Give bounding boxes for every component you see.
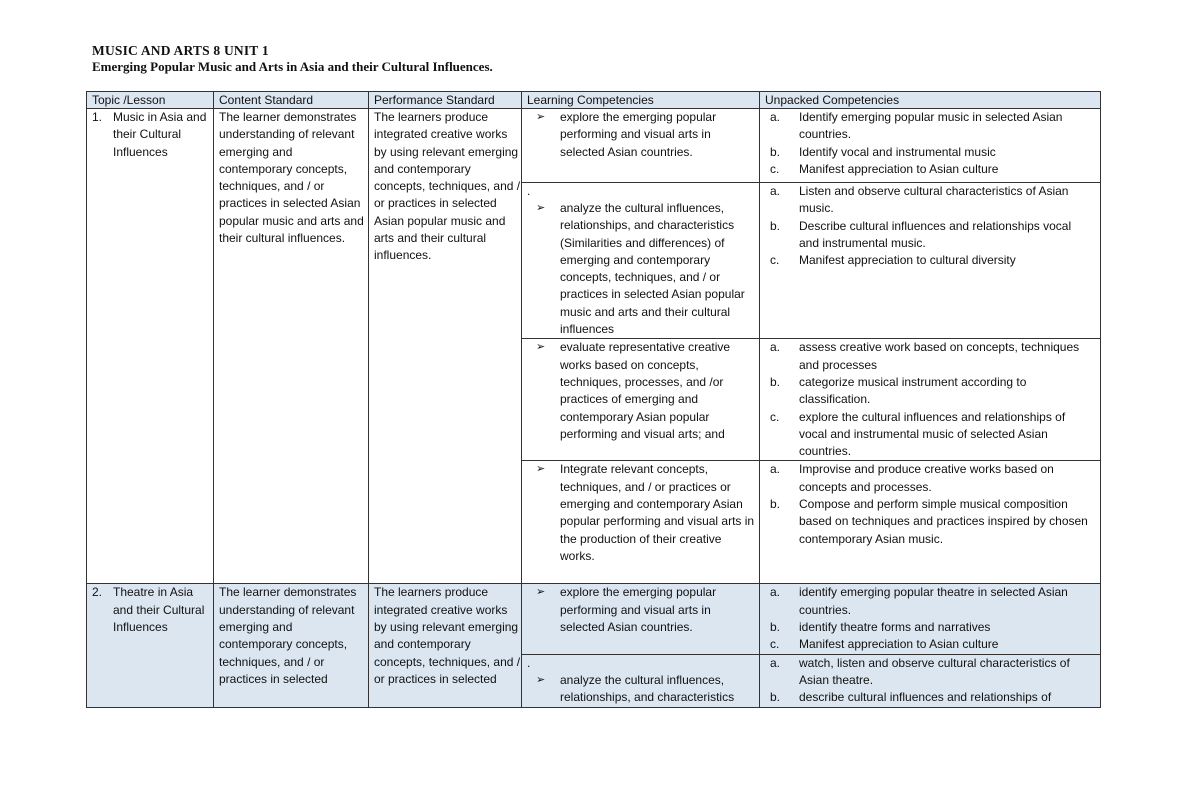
document-subtitle: Emerging Popular Music and Arts in Asia and their Cultural Influences.: [92, 59, 493, 74]
learning-competency-text: analyze the cultural influences, relationships, and characteristics (Similarities and differences) of emerging and contemporary concepts, techniques, and / or practices in selected Asian popular music and arts and their cultural influences: [560, 201, 745, 337]
unpacked-text: identify theatre forms and narratives: [799, 620, 991, 635]
arrow-bullet-icon: ➢: [536, 586, 546, 599]
list-marker: c.: [770, 409, 780, 424]
list-marker: c.: [770, 161, 780, 176]
topic-title: Theatre in Asia and their Cultural Influences: [113, 585, 205, 635]
list-marker: b.: [770, 374, 781, 389]
learning-competency-cell: [522, 183, 760, 339]
lesson-block-1: [87, 109, 1101, 584]
unpacked-text: Manifest appreciation to Asian culture: [799, 161, 999, 176]
learning-competency-cell: [522, 109, 760, 183]
unpacked-text: watch, listen and observe cultural characteristics of Asian theatre.: [799, 655, 1070, 687]
header-learning-competencies: Learning Competencies: [522, 92, 760, 109]
unpacked-text: explore the cultural influences and relationships of vocal and instrumental music of selected Asian countries.: [799, 409, 1066, 459]
header-performance-standard: Performance Standard: [369, 92, 522, 109]
performance-standard-text: The learners produce integrated creative works by using relevant emerging and contemporary concepts, techniques, and / or practices in selected Asian popular music and arts and their cultural influences.: [374, 110, 521, 263]
learning-competency-text: evaluate representative creative works based on concepts, techniques, processes, and /or practices of emerging and contemporary Asian popular performing and visual arts; and: [560, 340, 731, 441]
learning-competency-text: explore the emerging popular performing and visual arts in selected Asian countries.: [560, 110, 717, 159]
content-standard-text: The learner demonstrates understanding of relevant emerging and contemporary concepts, techniques, and / or practices in selected: [219, 585, 357, 686]
unpacked-text: describe cultural influences and relationships of: [799, 690, 1052, 705]
learning-competency-cell: [522, 584, 760, 654]
table-row: [87, 109, 1101, 183]
topic-cell: [87, 584, 214, 707]
content-standard-text: The learner demonstrates understanding of relevant emerging and contemporary concepts, techniques, and / or practices in selected Asian popular music and arts and their cultural influences.: [219, 110, 364, 246]
table-row: [87, 584, 1101, 654]
arrow-bullet-icon: ➢: [536, 341, 546, 354]
unpacked-text: Improvise and produce creative works based on concepts and processes.: [799, 462, 1054, 494]
unpacked-cell: [760, 654, 1101, 707]
unpacked-text: categorize musical instrument according to classification.: [799, 374, 1027, 407]
learning-competency-cell: [522, 461, 760, 584]
performance-standard-cell: [369, 584, 522, 707]
unpacked-cell: [760, 183, 1101, 339]
list-marker: b.: [770, 218, 781, 233]
list-marker: a.: [770, 340, 781, 355]
unpacked-text: Manifest appreciation to Asian culture: [799, 637, 999, 652]
unpacked-cell: [760, 461, 1101, 584]
list-marker: b.: [770, 690, 781, 705]
list-marker: a.: [770, 184, 781, 198]
content-standard-cell: [214, 109, 369, 584]
learning-competency-cell: [522, 339, 760, 461]
unpacked-text: Identify emerging popular music in selected Asian countries.: [799, 110, 1063, 142]
performance-standard-text: The learners produce integrated creative works by using relevant emerging and contemporary concepts, techniques, and / or practices in selected: [374, 585, 521, 686]
arrow-bullet-icon: ➢: [536, 111, 546, 123]
performance-standard-cell: [369, 109, 522, 584]
unpacked-cell: [760, 109, 1101, 183]
arrow-bullet-icon: ➢: [536, 463, 546, 476]
unpacked-text: Identify vocal and instrumental music: [799, 144, 996, 159]
content-standard-cell: [214, 584, 369, 707]
arrow-bullet-icon: ➢: [536, 202, 546, 214]
topic-title: Music in Asia and their Cultural Influences: [113, 110, 207, 159]
header-unpacked-competencies: Unpacked Competencies: [760, 92, 1101, 109]
unpacked-text: identify emerging popular theatre in selected Asian countries.: [799, 585, 1068, 617]
header-topic: Topic /Lesson: [87, 92, 214, 109]
list-marker: a.: [770, 110, 781, 124]
list-marker: a.: [770, 655, 781, 670]
table-header-row: [87, 92, 1101, 109]
unpacked-cell: [760, 339, 1101, 461]
unpacked-text: assess creative work based on concepts, techniques and processes: [799, 340, 1080, 372]
list-marker: b.: [770, 144, 781, 159]
unpacked-text: Manifest appreciation to cultural diversity: [799, 253, 1016, 268]
learning-competency-text: explore the emerging popular performing and visual arts in selected Asian countries.: [560, 585, 717, 635]
topic-number: 1.: [92, 110, 103, 124]
topic-cell: [87, 109, 214, 584]
stray-dot: .: [527, 184, 531, 198]
unpacked-text: Describe cultural influences and relationships vocal and instrumental music.: [799, 218, 1072, 250]
header-content-standard: Content Standard: [214, 92, 369, 109]
list-marker: c.: [770, 637, 780, 652]
list-marker: a.: [770, 462, 781, 477]
learning-competency-cell: [522, 654, 760, 707]
learning-competency-text: Integrate relevant concepts, techniques, and / or practices or emerging and contemporary Asian popular performing and visual arts in the production of their creative works.: [560, 462, 755, 563]
stray-dot: .: [527, 655, 531, 670]
arrow-bullet-icon: ➢: [536, 673, 546, 686]
document-title: MUSIC AND ARTS 8 UNIT 1: [92, 43, 269, 58]
list-marker: b.: [770, 620, 781, 635]
unpacked-cell: [760, 584, 1101, 654]
unpacked-text: Listen and observe cultural characteristics of Asian music.: [799, 184, 1069, 216]
topic-number: 2.: [92, 585, 103, 600]
unpacked-text: Compose and perform simple musical composition based on techniques and practices inspired by chosen contemporary Asian music.: [799, 497, 1088, 546]
curriculum-table: [86, 91, 1101, 708]
list-marker: b.: [770, 497, 781, 512]
list-marker: a.: [770, 585, 781, 600]
learning-competency-text: analyze the cultural influences, relationships, and characteristics: [560, 672, 735, 704]
list-marker: c.: [770, 253, 780, 268]
lesson-block-2: [87, 584, 1101, 707]
